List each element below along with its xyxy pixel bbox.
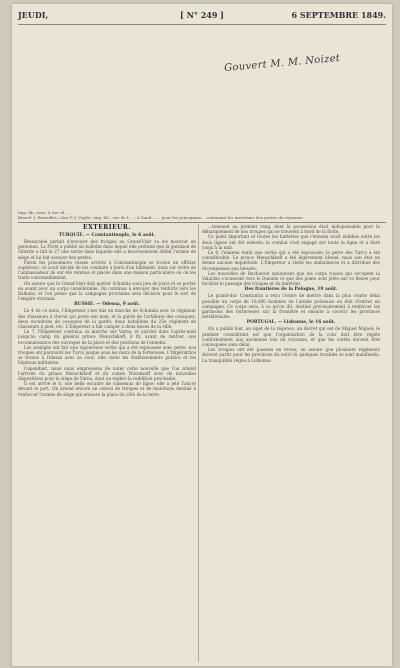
imprint-line: Bruxel. J. Bruxelles, chez P. J. Voglet, imp.-lib., rue de l'... ; à Gand... ... pour les principaux... contenant les insertions des postes du royaume. [18, 215, 304, 220]
paragraph: Le grand-duc Constantin a reçu l'ordre de mettre dans la plus courte délai possible un corps de 10,000 hommes de l'armée polonaise en état d'entrer en campagne. Ce corps sera, à ce qu'on dit, destiné provisoirement à renforcer les garnisons des forteresses sur la frontière et ensuite à couvrir les provinces méridionales. [202, 293, 380, 320]
column-divider [198, 224, 199, 662]
paragraph: Parmi les prisonniers russes arrivés à Constantinople se trouve un officier supérieur; on avait décidé de les conduire à bord d'un bâtiment; mais sur ordre de l'ambassadeur ils ont été retenus et placés dans une maison particulière où on les traite convenablement. [18, 259, 196, 281]
newspaper-page [12, 4, 392, 666]
paragraph: Les troupes ont été passées en revue; on assure que plusieurs régiments doivent partir pour les provinces du nord où quelques troubles se sont manifestés. La tranquillité règne à Lisbonne. [202, 347, 380, 363]
paragraph: On a publié hier, au sujet de la régence, un décret qui est de Miguel Miguel; le premier considérant est que l'organisation de la cour doit être réglée conformément aux anciennes lois du royaume, et que les cortès doivent être convoquées sans délai. [202, 326, 380, 348]
paragraph: Il est arrivé le 6, une belle escadre de vaisseaux de ligne; elle a jeté l'ancre devant le port. On attend encore un convoi de troupes et de munitions destiné à renforcer l'armée de siège qui entoure la place du côté de la terre. [18, 381, 196, 397]
paragraph: ...tiennent au premier rang, dont la possession était indispensable pour le débarquement de nos troupes qui se trouvent à bord de la flotte. [202, 224, 380, 235]
imprint-line: Imp.-lib. rues, 4 rue vil... ... [18, 210, 74, 215]
header-rule [18, 24, 386, 25]
issue-number: [ N° 249 ] [180, 10, 224, 20]
paragraph: Cependant, nous nous empressons de noter cette nouvelle que l'on attend l'arrivée du prince Menschikoff et du comte Woronzoff avec de nouvelles dispositions pour le siège de Varna, dont on espère la reddition prochaine. [18, 365, 196, 382]
paragraph: Bessarabie parlait d'envoyer des troupes au Grand-Visir va les mouvoir en personne. La Porte a publié un bulletin dans lequel elle prétend que la garnison de Silistrie a fait le 27 une sortie dans laquelle elle a heureusement défait l'armée de siège et lui fait essuyer des pertes. [18, 239, 196, 260]
weekday: JEUDI, [18, 10, 49, 20]
left-column [18, 224, 196, 662]
dateline: TURQUIE. — Constantinople, le 6 août. [58, 233, 156, 238]
date: 6 SEPTEMBRE 1849. [291, 10, 386, 20]
handwritten-note: Gouvert M. M. Noizet [223, 52, 341, 75]
section-title: EXTÉRIEUR. [83, 224, 131, 231]
masthead-line [18, 10, 386, 24]
paragraph: Ce point important et toutes les batteries que l'ennemi avait établies entre les deux lignes ont été enlevés; le combat s'est engagé sur toute la ligne et a duré jusqu'à la nuit. [202, 234, 380, 250]
paragraph: On assure que le Grand-Visir doit quitter Schumla sous peu de jours et se porter en avant avec un corps considérable. On continue à envoyer des renforts vers les Balkans, et l'on pense que la campagne prochaine sera décisive pour le sort de l'empire ottoman. [18, 280, 196, 302]
paragraph: Le 8, l'ennemi tenta une sortie qui a été repoussée; la perte des Turcs a été considérable. Le prince Menschikoff a été légèrement blessé, mais son état ne donne aucune inquiétude. L'Empereur a visité les ambulances et a distribué des récompenses aux blessés. [202, 250, 380, 271]
right-column [202, 224, 380, 662]
paragraph: Le 7, l'Empereur continua sa marche sur Varna, et parvint dans l'après-midi jusqu'au camp du général prince Menschikoff; il fit, avant de rentrer, une reconnaissance des ouvrages de la place et des positions de l'ennemi. [18, 329, 196, 345]
imprint [18, 210, 386, 220]
imprint-rule [18, 222, 386, 223]
paragraph: Les assiégés ont fait une vigoureuse sortie qui a été repoussée avec perte; nos troupes ont poursuivi les Turcs jusque sous les murs de la forteresse. L'Impératrice se trouve à Odessa avec sa cour; elle visite les établissements publics et les hôpitaux militaires. [18, 344, 196, 366]
dateline: Des frontières de la Pologne, 19 août. [244, 287, 338, 293]
paragraph: Le 4 de ce mois, l'Empereur s'est mis en marche de Schumla avec le régiment des chasseurs à cheval qui porte son nom, et la garde de l'artillerie des cosaques, deux escadrons de cosaques de la garde; deux bataillons du 25e régiment de chasseurs à pied, etc. L'Empereur a fait camper à deux lieues de la ville. [18, 308, 196, 330]
dateline: RUSSIE. — Odessa, 9 août. [74, 302, 140, 308]
dateline: PORTUGAL. — Lisbonne, le 16 août. [246, 320, 336, 326]
paragraph: Les nouvelles de Bucharest annoncent que les corps russes qui occupent la Valachie s'avancent vers le Danube et que des ponts sont jetés sur ce fleuve pour faciliter le passage des troupes et du matériel. [202, 270, 380, 287]
